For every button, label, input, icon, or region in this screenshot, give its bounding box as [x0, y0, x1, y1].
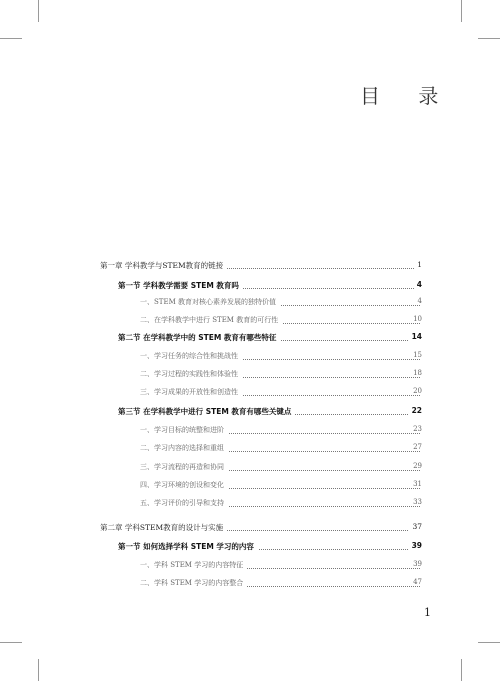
toc-entry-label: 三、学习成果的开放性和创造性: [140, 387, 242, 397]
crop-mark-br-h: [478, 642, 500, 643]
toc-entry-item[interactable]: [0, 462, 500, 476]
toc-entry-item[interactable]: [0, 387, 500, 401]
toc-entry-label: 第一章 学科教学与STEM教育的链接: [100, 260, 227, 271]
toc-entry-item[interactable]: [0, 351, 500, 365]
toc-entry-page: 14: [409, 332, 422, 341]
toc-entry-label: 五、学习评价的引导和支持: [140, 498, 228, 508]
toc-entry-label: 一、学习目标的统整和进阶: [140, 425, 228, 435]
toc-entry-section[interactable]: [0, 406, 500, 420]
toc-entry-page: 20: [410, 387, 422, 395]
toc-entry-label: 第二章 学科STEM教育的设计与实施: [100, 522, 227, 533]
toc-entry-page: 18: [410, 369, 422, 377]
toc-entry-item[interactable]: [0, 480, 500, 494]
crop-mark-tr-h: [478, 38, 500, 39]
toc-entry-section[interactable]: [0, 332, 500, 346]
toc-entry-page: 1: [414, 260, 422, 269]
toc-entry-label: 第二节 在学科教学中的 STEM 教育有哪些特征: [118, 332, 280, 343]
toc-entry-label: 第一节 如何选择学科 STEM 学习的内容: [118, 541, 258, 552]
toc-entry-label: 第一节 学科教学需要 STEM 教育吗: [118, 280, 243, 291]
toc-entry-label: 二、学科 STEM 学习的内容整合: [140, 578, 247, 588]
toc-entry-chapter[interactable]: [0, 522, 500, 536]
toc-entry-item[interactable]: [0, 297, 500, 311]
toc-entry-label: 四、学习环境的创设和变化: [140, 480, 228, 490]
toc-entry-page: 39: [409, 541, 422, 550]
toc-entry-page: 47: [410, 578, 422, 586]
crop-mark-tl-h: [0, 38, 22, 39]
toc-entry-page: 4: [414, 280, 422, 289]
toc-entry-label: 三、学习流程的再造和协同: [140, 462, 228, 472]
toc-entry-section[interactable]: [0, 541, 500, 555]
toc-entry-label: 一、STEM 教育对核心素养发展的独特价值: [140, 297, 280, 307]
toc-entry-label: 二、在学科教学中进行 STEM 教育的可行性: [140, 315, 282, 325]
toc-entry-page: 4: [415, 297, 422, 305]
crop-mark-bl-h: [0, 642, 22, 643]
toc-entry-item[interactable]: [0, 369, 500, 383]
crop-mark-bl-v: [38, 659, 39, 681]
toc-entry-page: 10: [410, 315, 422, 323]
toc-entry-page: 27: [410, 443, 422, 451]
toc-entry-label: 一、学习任务的综合性和挑战性: [140, 351, 242, 361]
toc-entry-page: 37: [409, 522, 422, 531]
toc-entry-section[interactable]: [0, 280, 500, 294]
toc-entry-page: 39: [410, 560, 422, 568]
crop-mark-tl-v: [38, 0, 39, 22]
crop-mark-tr-v: [461, 0, 462, 22]
toc-entry-label: 二、学习过程的实践性和体验性: [140, 369, 242, 379]
toc-entry-label: 二、学习内容的选择和重组: [140, 443, 228, 453]
toc-entry-label: 一、学科 STEM 学习的内容特征: [140, 560, 247, 570]
toc-entry-item[interactable]: [0, 425, 500, 439]
toc-entry-item[interactable]: [0, 560, 500, 574]
toc-entry-page: 29: [410, 462, 422, 470]
toc-entry-page: 23: [410, 425, 422, 433]
toc-entry-page: 31: [410, 480, 422, 488]
page-title: 目 录: [360, 84, 455, 108]
toc-entry-item[interactable]: [0, 443, 500, 457]
toc-entry-item[interactable]: [0, 498, 500, 512]
toc-entry-item[interactable]: [0, 578, 500, 592]
toc-entry-item[interactable]: [0, 315, 500, 329]
toc-entry-page: 22: [409, 406, 422, 415]
toc-entry-page: 33: [410, 498, 422, 506]
toc-entry-label: 第三节 在学科教学中进行 STEM 教育有哪些关键点: [118, 406, 295, 417]
page-number: 1: [424, 606, 431, 619]
toc-entry-chapter[interactable]: [0, 260, 500, 274]
toc-entry-page: 15: [410, 351, 422, 359]
crop-mark-br-v: [461, 659, 462, 681]
